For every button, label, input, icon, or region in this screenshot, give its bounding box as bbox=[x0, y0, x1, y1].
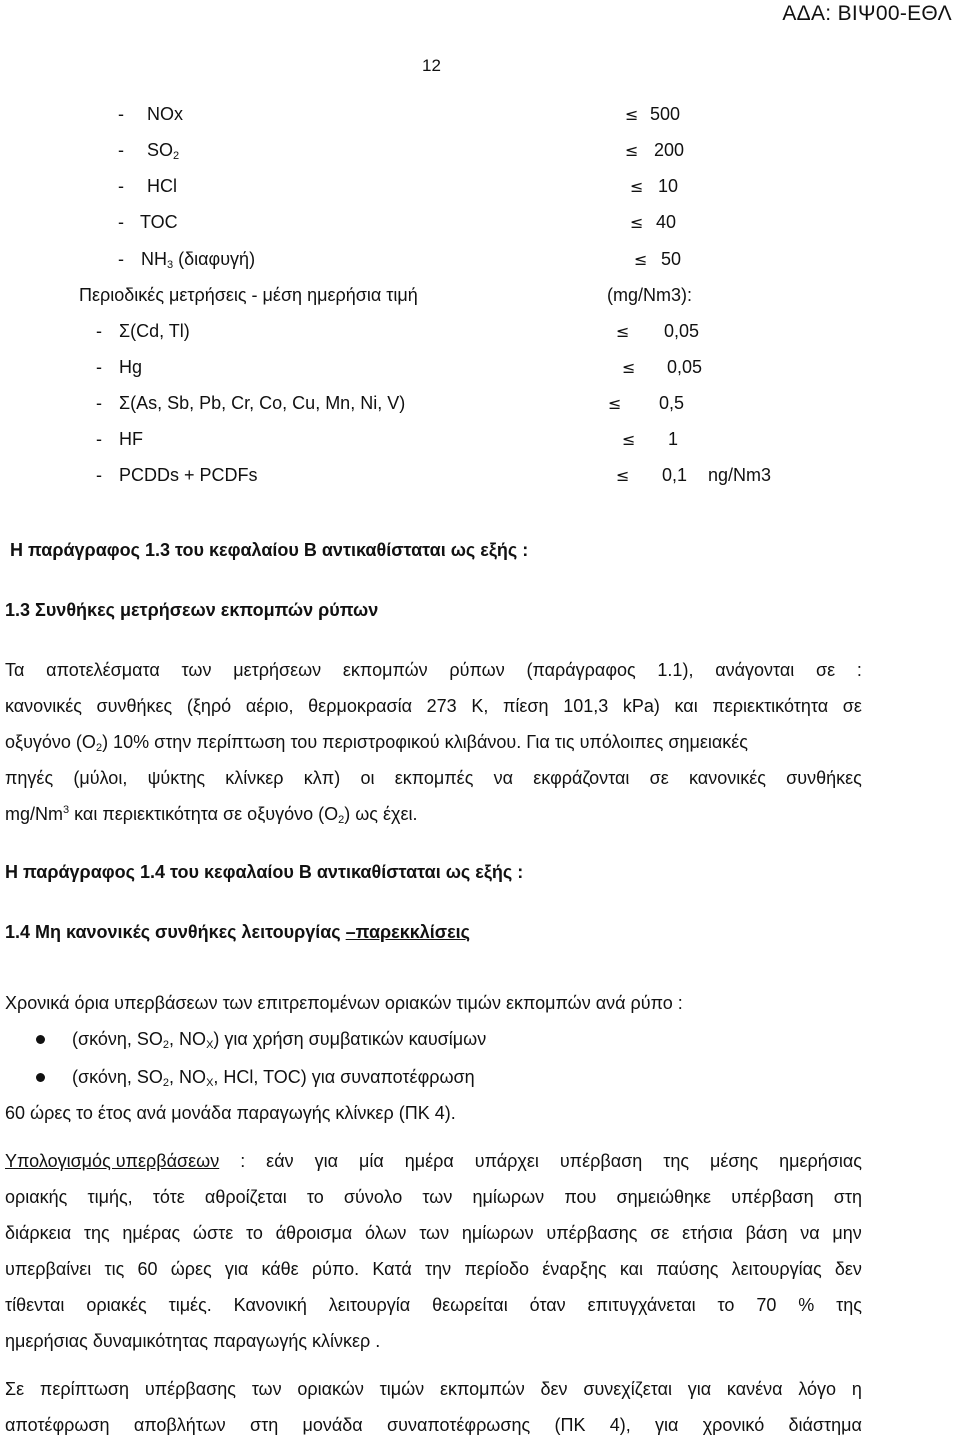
word: κλπ) bbox=[303, 768, 341, 788]
periodic-unit: (mg/Nm3): bbox=[607, 285, 692, 305]
word: βάση bbox=[745, 1223, 788, 1243]
word: η bbox=[851, 1379, 862, 1399]
list-dash: - bbox=[118, 176, 124, 196]
word: τίθενται bbox=[5, 1295, 65, 1315]
word: δεν bbox=[834, 1259, 862, 1279]
list-dash: - bbox=[118, 104, 124, 124]
word: εκπομπών bbox=[342, 660, 428, 680]
word: εκπομπές bbox=[394, 768, 474, 788]
calc-label: Υπολογισμός υπερβάσεων bbox=[5, 1151, 220, 1171]
pollutant-name: HF bbox=[119, 429, 143, 449]
word: ώρες bbox=[170, 1259, 212, 1279]
less-equal-symbol: ≤ bbox=[630, 177, 644, 196]
word: της bbox=[836, 1295, 862, 1315]
word: (παράγραφος bbox=[526, 660, 636, 680]
list-dash: - bbox=[96, 321, 102, 341]
pollutant-name: Hg bbox=[119, 357, 143, 377]
last-para-line2 bbox=[5, 1415, 862, 1436]
word: οι bbox=[360, 768, 375, 788]
limit-value: 40 bbox=[656, 212, 677, 232]
calc-line3 bbox=[5, 1223, 862, 1244]
word: να bbox=[493, 768, 514, 788]
less-equal-symbol: ≤ bbox=[622, 358, 636, 377]
less-equal-symbol: ≤ bbox=[608, 394, 622, 413]
word: αέριο, bbox=[245, 696, 294, 716]
less-equal-symbol: ≤ bbox=[622, 430, 636, 449]
word: σε bbox=[649, 768, 669, 788]
word: τιμών bbox=[379, 1379, 425, 1399]
para13-line3: οξυγόνο $(O_2)$ 10% στην περίπτωση του περιστροφικού κλιβάνου. Για τις υπόλοιπες σημειακές bbox=[5, 732, 748, 754]
word: μετρήσεων bbox=[233, 660, 322, 680]
word: που bbox=[564, 1187, 597, 1207]
word: (ξηρό bbox=[186, 696, 232, 716]
word: K, bbox=[471, 696, 489, 716]
word: όλων bbox=[364, 1223, 407, 1243]
word: υπέρβαση bbox=[731, 1187, 814, 1207]
word: διάρκεια bbox=[5, 1223, 72, 1243]
word: % bbox=[798, 1295, 815, 1315]
word: την bbox=[425, 1259, 452, 1279]
para13-line4 bbox=[5, 768, 862, 789]
section-title-1-3: 1.3 Συνθήκες μετρήσεων εκπομπών ρύπων bbox=[5, 600, 379, 620]
word: σύνολο bbox=[343, 1187, 403, 1207]
word: : bbox=[240, 1151, 246, 1171]
word: εάν bbox=[266, 1151, 294, 1171]
calc-line2 bbox=[5, 1187, 862, 1208]
pollutant-name: $NH_3$ (διαφυγή) bbox=[141, 249, 256, 271]
less-equal-symbol: ≤ bbox=[634, 250, 648, 269]
word: μία bbox=[358, 1151, 384, 1171]
pollutant-name: PCDDs + PCDFs bbox=[119, 465, 258, 485]
word: οριακές bbox=[86, 1295, 147, 1315]
word: υπέρβασης bbox=[144, 1379, 236, 1399]
word: σε bbox=[816, 660, 836, 680]
word: συνεχίζεται bbox=[583, 1379, 672, 1399]
word: επιτυγχάνεται bbox=[587, 1295, 696, 1315]
word: ψύκτης bbox=[147, 768, 206, 788]
pollutant-name: Σ(Cd, Tl) bbox=[119, 321, 190, 341]
word: σε bbox=[842, 696, 862, 716]
word: kPa) bbox=[622, 696, 660, 716]
word: κάθε bbox=[261, 1259, 299, 1279]
word: σημειώθηκε bbox=[616, 1187, 712, 1207]
section-heading-1-3: Η παράγραφος 1.3 του κεφαλαίου Β αντικαθίσταται ως εξής : bbox=[10, 540, 529, 560]
word: ημερήσιας bbox=[779, 1151, 862, 1171]
pollutant-name: Σ(As, Sb, Pb, Cr, Co, Cu, Mn, Ni, V) bbox=[119, 393, 406, 413]
word: μέσης bbox=[709, 1151, 759, 1171]
pollutant-name: NOx bbox=[147, 104, 183, 124]
word: ανάγονται bbox=[715, 660, 795, 680]
less-equal-symbol: ≤ bbox=[616, 466, 630, 485]
pollutant-name: TOC bbox=[140, 212, 178, 232]
word: κανονικές bbox=[689, 768, 766, 788]
pollutant-name: $SO_2$ bbox=[147, 140, 180, 162]
word: για bbox=[655, 1415, 679, 1435]
word: θεωρείται bbox=[432, 1295, 508, 1315]
word: υπέρβαση bbox=[559, 1151, 643, 1171]
limit-value: 200 bbox=[654, 140, 685, 160]
exceedance-intro: Χρονικά όρια υπερβάσεων των επιτρεπομένων οριακών τιμών εκπομπών ανά ρύπο : bbox=[5, 993, 683, 1013]
periodic-label: Περιοδικές μετρήσεις - μέση ημερήσια τιμή bbox=[79, 285, 418, 305]
word: και bbox=[674, 696, 698, 716]
less-equal-symbol: ≤ bbox=[625, 141, 639, 160]
word: λόγο bbox=[798, 1379, 837, 1399]
word: εκπομπών bbox=[439, 1379, 525, 1399]
word: ημίωρων bbox=[472, 1187, 545, 1207]
word: μονάδα bbox=[302, 1415, 363, 1435]
limit-value: 0,05 bbox=[667, 357, 703, 377]
pollutant-name: HCl bbox=[147, 176, 177, 196]
word: οριακών bbox=[297, 1379, 364, 1399]
para13-line1 bbox=[5, 660, 862, 681]
list-dash: - bbox=[118, 212, 124, 232]
word: έναρξης bbox=[542, 1259, 607, 1279]
word: των bbox=[419, 1223, 450, 1243]
less-equal-symbol: ≤ bbox=[630, 213, 644, 232]
word: 101,3 bbox=[563, 696, 609, 716]
word: λειτουργία bbox=[328, 1295, 411, 1315]
word: τιμές. bbox=[168, 1295, 212, 1315]
word: τότε bbox=[152, 1187, 185, 1207]
word: άθροισμα bbox=[275, 1223, 353, 1243]
word: αποβλήτων bbox=[133, 1415, 226, 1435]
word: 4), bbox=[609, 1415, 631, 1435]
word: ημέρα bbox=[404, 1151, 454, 1171]
word: πηγές bbox=[5, 768, 54, 788]
bullet-icon bbox=[36, 1073, 45, 1082]
word: το bbox=[717, 1295, 735, 1315]
list-dash: - bbox=[118, 249, 124, 269]
word: των bbox=[181, 660, 212, 680]
word: 60 bbox=[137, 1259, 158, 1279]
word: διάστημα bbox=[788, 1415, 862, 1435]
word: συνθήκες bbox=[786, 768, 862, 788]
list-dash: - bbox=[96, 357, 102, 377]
calc-line4 bbox=[5, 1259, 862, 1280]
hours-per-year: 60 ώρες το έτος ανά μονάδα παραγωγής κλίνκερ (ΠΚ 4). bbox=[5, 1103, 456, 1123]
word: υπερβαίνει bbox=[5, 1259, 92, 1279]
word: 273 bbox=[426, 696, 457, 716]
word: ρύπων bbox=[449, 660, 505, 680]
word: κανονικές bbox=[5, 696, 82, 716]
para13-line2 bbox=[5, 696, 862, 717]
word: υπέρβασης bbox=[546, 1223, 638, 1243]
word: υπάρχει bbox=[474, 1151, 539, 1171]
bullet-item-coincineration: (σκόνη, $SO_2$, $NO_X$, HCl, TOC) για συναποτέφρωση bbox=[72, 1067, 475, 1089]
word: ημίωρων bbox=[461, 1223, 534, 1243]
list-dash: - bbox=[118, 140, 124, 160]
word: όταν bbox=[529, 1295, 566, 1315]
word: των bbox=[422, 1187, 453, 1207]
limit-value: 1 bbox=[668, 429, 679, 449]
word: κανένα bbox=[726, 1379, 783, 1399]
word: συνθήκες bbox=[96, 696, 173, 716]
word: πίεση bbox=[502, 696, 549, 716]
word: το bbox=[246, 1223, 263, 1243]
section-heading-1-4: Η παράγραφος 1.4 του κεφαλαίου Β αντικαθίσταται ως εξής : bbox=[5, 862, 524, 882]
word: τιμής, bbox=[87, 1187, 133, 1207]
word: της bbox=[663, 1151, 689, 1171]
word: ετήσια bbox=[682, 1223, 733, 1243]
word: 1.1), bbox=[657, 660, 694, 680]
limit-value: 500 bbox=[650, 104, 681, 124]
word: παύσης bbox=[656, 1259, 719, 1279]
word: αποτελέσματα bbox=[46, 660, 160, 680]
word: λειτουργίας bbox=[731, 1259, 822, 1279]
less-equal-symbol: ≤ bbox=[625, 105, 639, 124]
word: χρονικό bbox=[702, 1415, 765, 1435]
word: αποτέφρωση bbox=[5, 1415, 110, 1435]
word: 70 bbox=[756, 1295, 777, 1315]
word: και bbox=[619, 1259, 644, 1279]
word: Σε bbox=[5, 1379, 25, 1399]
word: οριακής bbox=[5, 1187, 68, 1207]
calc-line1 bbox=[5, 1151, 862, 1172]
calc-line6: ημερήσιας δυναμικότητας παραγωγής κλίνκερ . bbox=[5, 1331, 381, 1351]
last-para-line1 bbox=[5, 1379, 862, 1400]
word: ημέρας bbox=[122, 1223, 181, 1243]
bullet-icon bbox=[36, 1035, 45, 1044]
word: Κατά bbox=[372, 1259, 412, 1279]
word: ώστε bbox=[192, 1223, 234, 1243]
list-dash: - bbox=[96, 465, 102, 485]
calc-line5 bbox=[5, 1295, 862, 1316]
word: το bbox=[306, 1187, 324, 1207]
word: Κανονική bbox=[233, 1295, 307, 1315]
word: αθροίζεται bbox=[204, 1187, 287, 1207]
limit-value: 0,1 bbox=[662, 465, 688, 485]
bullet-item-conventional-fuels: (σκόνη, $SO_2$, $NO_X$) για χρήση συμβατικών καυσίμων bbox=[72, 1029, 487, 1051]
list-dash: - bbox=[96, 393, 102, 413]
word: (ΠΚ bbox=[554, 1415, 586, 1435]
word: της bbox=[83, 1223, 110, 1243]
word: Τα bbox=[5, 660, 25, 680]
limit-value: 0,05 bbox=[664, 321, 700, 341]
word: των bbox=[251, 1379, 282, 1399]
section-title-1-4: 1.4 Μη κανονικές συνθήκες λειτουργίας –παρεκκλίσεις bbox=[5, 922, 470, 942]
limit-value: 50 bbox=[661, 249, 682, 269]
less-equal-symbol: ≤ bbox=[616, 322, 630, 341]
word: (μύλοι, bbox=[73, 768, 128, 788]
limit-value: 10 bbox=[658, 176, 679, 196]
para13-line5: mg/Nm$^3$ και περιεκτικότητα σε οξυγόνο $(O_2)$ ως έχει. bbox=[5, 804, 418, 826]
word: να bbox=[800, 1223, 820, 1243]
limit-value: 0,5 bbox=[659, 393, 685, 413]
word: για bbox=[314, 1151, 338, 1171]
word: μην bbox=[832, 1223, 862, 1243]
list-dash: - bbox=[96, 429, 102, 449]
word: για bbox=[224, 1259, 249, 1279]
word: θερμοκρασία bbox=[308, 696, 412, 716]
word: συναποτέφρωσης bbox=[386, 1415, 531, 1435]
word: : bbox=[856, 660, 862, 680]
word: εκφράζονται bbox=[533, 768, 630, 788]
word: κλίνκερ bbox=[225, 768, 284, 788]
word: στη bbox=[833, 1187, 862, 1207]
ada-code: ΑΔΑ: ΒΙΨ00-ΕΘΛ bbox=[782, 2, 952, 25]
word: σε bbox=[650, 1223, 670, 1243]
word: περιεκτικότητα bbox=[712, 696, 829, 716]
word: περίοδο bbox=[464, 1259, 530, 1279]
word: ρύπο. bbox=[311, 1259, 360, 1279]
word: δεν bbox=[540, 1379, 568, 1399]
word: τις bbox=[104, 1259, 125, 1279]
word: στη bbox=[249, 1415, 279, 1435]
word: περίπτωση bbox=[39, 1379, 130, 1399]
limit-unit: ng/Nm3 bbox=[708, 465, 772, 485]
word: για bbox=[687, 1379, 712, 1399]
page-number: 12 bbox=[422, 56, 441, 75]
